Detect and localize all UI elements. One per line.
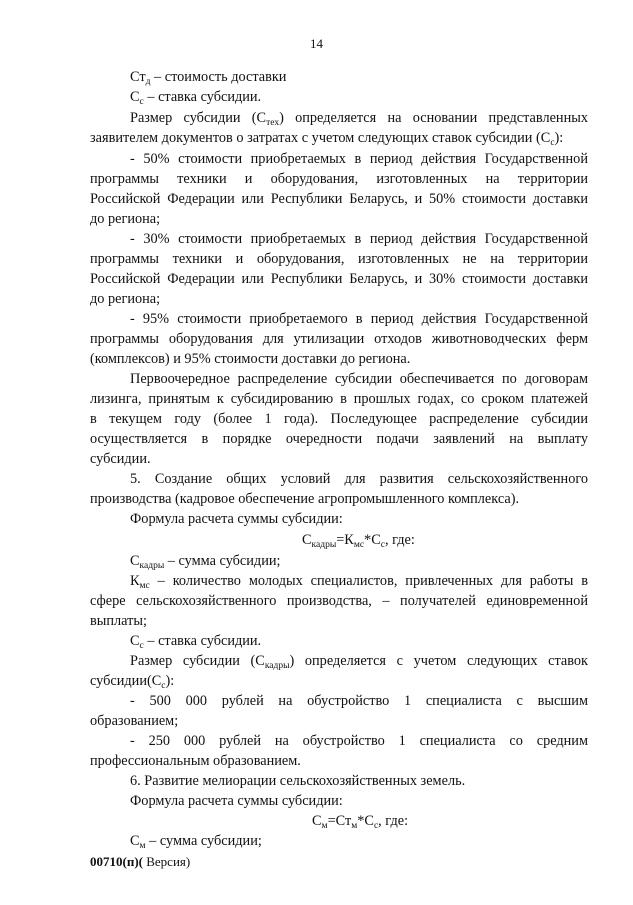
bullet-line: программы оборудования для утилизации отходов животноводческих ферм: [90, 331, 588, 347]
text-run: ) определяется с учетом следующих ставок: [289, 653, 588, 669]
bullet-line: - 50% стоимости приобретаемых в период действия Государственной: [130, 151, 588, 167]
subscript: с: [161, 681, 166, 691]
bullet-line: профессиональным образованием.: [90, 753, 301, 769]
text-run: =Ст: [327, 813, 352, 829]
symbol: С: [130, 89, 140, 105]
paragraph-line: [130, 652, 588, 670]
paragraph-line: лизинга, принятым к субсидированию в прошлых годах, со сроком платежей: [90, 391, 588, 407]
section-heading-6: 6. Развитие мелиорации сельскохозяйственных земель.: [130, 773, 466, 789]
symbol: Ст: [130, 69, 146, 85]
text-run: , где:: [378, 813, 409, 829]
text-run: субсидии(С: [90, 673, 162, 689]
formula-kadry: [302, 531, 582, 549]
section-heading-5-cont: производства (кадровое обеспечение агропромышленного комплекса).: [90, 491, 520, 507]
definition-text: – сумма субсидии;: [164, 553, 281, 569]
symbol: С: [130, 633, 140, 649]
paragraph-line: осуществляется в порядке очередности подачи заявлений на выплату: [90, 431, 588, 447]
subscript: кадры: [311, 540, 337, 550]
bullet-line: Российской Федерации или Республики Беларусь, и 30% стоимости доставки: [90, 271, 588, 287]
formula-label: Формула расчета суммы субсидии:: [130, 511, 343, 527]
subscript: с: [380, 540, 385, 550]
document-footer: [90, 854, 190, 870]
definition-ctd: [130, 68, 588, 86]
footer-code: 00710(п)(: [90, 854, 143, 869]
bullet-line: до региона;: [90, 211, 161, 227]
bullet-line: образованием;: [90, 713, 179, 729]
text-run: С: [312, 813, 322, 829]
text-run: , где:: [384, 532, 415, 548]
section-heading-5: 5. Создание общих условий для развития сельскохозяйственного: [130, 471, 588, 487]
bullet-line: программы техники и оборудования, изготовленных на территории: [90, 171, 588, 187]
subscript: м: [139, 841, 146, 851]
formula-label: Формула расчета суммы субсидии:: [130, 793, 343, 809]
definition-text: – стоимость доставки: [150, 69, 287, 85]
text-run: ) определяется на основании представленных: [279, 110, 588, 126]
text-run: ):: [554, 130, 564, 146]
subscript: м: [321, 821, 328, 831]
bullet-line: до региона;: [90, 291, 161, 307]
definition-text: – ставка субсидии.: [143, 633, 262, 649]
text-run: *С: [364, 532, 381, 548]
symbol: С: [130, 553, 140, 569]
subscript: кадры: [264, 661, 290, 671]
subscript: кадры: [139, 561, 165, 571]
paragraph-line: [90, 129, 588, 147]
bullet-line: программы техники и оборудования, изготовленных не на территории: [90, 251, 588, 267]
subscript: с: [550, 138, 555, 148]
subscript: мс: [139, 581, 150, 591]
page-number: 14: [310, 36, 323, 51]
symbol: С: [130, 833, 140, 849]
text-run: *С: [357, 813, 374, 829]
subscript: тех: [266, 118, 280, 128]
text-run: С: [302, 532, 312, 548]
paragraph-line: выплаты;: [90, 613, 147, 629]
bullet-line: - 250 000 рублей на обустройство 1 специалиста со средним: [130, 733, 588, 749]
text-run: заявителем документов о затратах с учетом следующих ставок субсидии (С: [90, 130, 551, 146]
definition-text: – сумма субсидии;: [145, 833, 262, 849]
definition-text: – ставка субсидии.: [143, 89, 262, 105]
paragraph-line: субсидии.: [90, 451, 151, 467]
paragraph-line: в текущем году (более 1 года). Последующее распределение субсидии: [90, 411, 588, 427]
definition-cc-2: [130, 632, 588, 650]
definition-text: – количество молодых специалистов, привлеченных для работы в: [149, 573, 588, 589]
bullet-line: - 500 000 рублей на обустройство 1 специалиста с высшим: [130, 693, 588, 709]
bullet-line: - 95% стоимости приобретаемого в период действия Государственной: [130, 311, 588, 327]
definition-cm: [130, 832, 588, 850]
paragraph-line: [130, 109, 588, 127]
footer-version: Версия): [142, 854, 191, 869]
subscript: д: [145, 77, 151, 87]
definition-kms: [130, 572, 588, 590]
definition-cc: [130, 88, 588, 106]
paragraph-line: Первоочередное распределение субсидии обеспечивается по договорам: [130, 371, 588, 387]
bullet-line: - 30% стоимости приобретаемых в период действия Государственной: [130, 231, 588, 247]
subscript: м: [351, 821, 358, 831]
bullet-line: (комплексов) и 95% стоимости доставки до региона.: [90, 351, 411, 367]
paragraph-line: сфере сельскохозяйственного производства, – получателей единовременной: [90, 593, 588, 609]
text-run: =К: [336, 532, 354, 548]
text-run: Размер субсидии (С: [130, 110, 267, 126]
paragraph-line: [90, 672, 588, 690]
subscript: с: [139, 641, 144, 651]
formula-melior: [312, 812, 582, 830]
text-run: ):: [165, 673, 175, 689]
subscript: с: [139, 97, 144, 107]
definition-ckadry: [130, 552, 588, 570]
bullet-line: Российской Федерации или Республики Беларусь, и 50% стоимости доставки: [90, 191, 588, 207]
symbol: К: [130, 573, 140, 589]
subscript: с: [373, 821, 379, 831]
subscript: мс: [353, 540, 365, 550]
text-run: Размер субсидии (С: [130, 653, 265, 669]
